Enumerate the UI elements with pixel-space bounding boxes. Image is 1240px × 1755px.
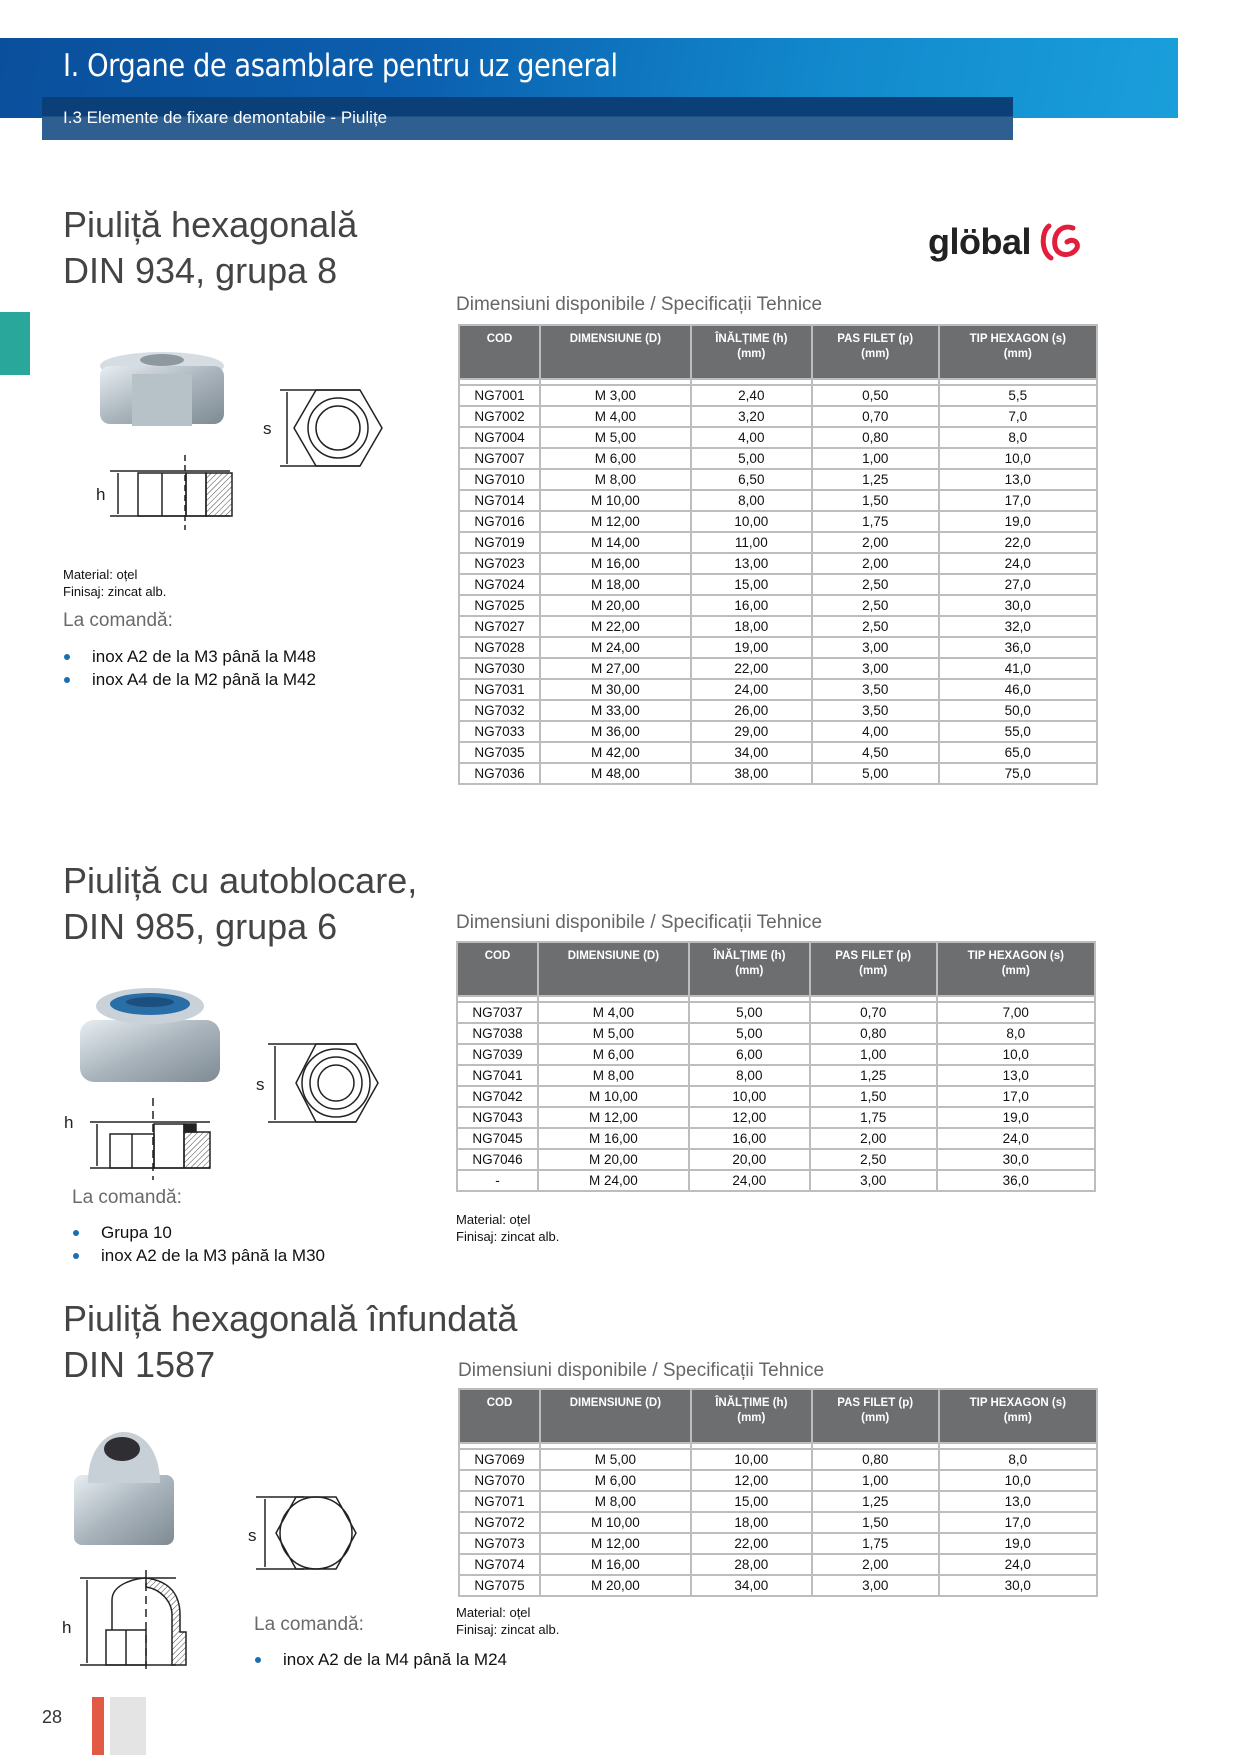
- table-cell: 1,50: [810, 1086, 937, 1107]
- hex-nut-photo: [100, 352, 224, 426]
- table-cell: 2,40: [691, 385, 812, 406]
- hex-nut-top-view-diagram: [263, 390, 382, 466]
- finish-text: Finisaj: zincat alb.: [63, 584, 167, 599]
- lock-nut-top-view-diagram: [256, 1044, 378, 1122]
- list-item-text: inox A2 de la M3 până la M48: [92, 647, 316, 666]
- global-g-swirl-icon: [1039, 222, 1083, 262]
- table-row: [457, 1065, 1095, 1086]
- list-item: [71, 1244, 325, 1267]
- table-cell: 4,00: [812, 721, 939, 742]
- spec-caption: Dimensiuni disponibile / Specificații Tehnice: [456, 294, 823, 315]
- table-cell: M 12,00: [538, 1107, 689, 1128]
- table-cell: NG7025: [459, 595, 540, 616]
- table-cell: 2,00: [812, 532, 939, 553]
- table-row: [459, 1491, 1097, 1512]
- material-text: Material: oțel: [456, 1212, 531, 1227]
- table-cell: 1,25: [812, 469, 939, 490]
- cap-nut-side-view-diagram: [62, 1570, 186, 1673]
- spec-table-din1587: [458, 1388, 1098, 1597]
- table-cell: NG7035: [459, 742, 540, 763]
- table-cell: M 4,00: [538, 1002, 689, 1023]
- table-cell: 10,00: [689, 1086, 810, 1107]
- table-cell: NG7010: [459, 469, 540, 490]
- table-cell: 10,0: [939, 1470, 1097, 1491]
- dimension-h-label: h: [96, 485, 106, 504]
- chapter-title: I. Organe de asamblare pentru uz general: [63, 48, 618, 84]
- table-cell: NG7075: [459, 1575, 540, 1596]
- table-cell: 36,0: [939, 637, 1097, 658]
- table-cell: 6,50: [691, 469, 812, 490]
- table-row: [457, 1149, 1095, 1170]
- table-cell: 1,25: [810, 1065, 937, 1086]
- table-cell: NG7043: [457, 1107, 538, 1128]
- table-cell: NG7031: [459, 679, 540, 700]
- table-cell: M 16,00: [538, 1128, 689, 1149]
- table-cell: NG7036: [459, 763, 540, 784]
- column-header: COD: [459, 1389, 540, 1443]
- table-row: [459, 1470, 1097, 1491]
- table-cell: 22,0: [939, 532, 1097, 553]
- table-cell: 13,0: [939, 1491, 1097, 1512]
- bullet-icon: [73, 1253, 79, 1259]
- table-cell: 1,25: [812, 1491, 939, 1512]
- table-cell: NG7032: [459, 700, 540, 721]
- table-row: [459, 385, 1097, 406]
- table-cell: 5,5: [939, 385, 1097, 406]
- product-title-din985: [63, 858, 417, 950]
- table-cell: 3,20: [691, 406, 812, 427]
- table-cell: 8,0: [939, 427, 1097, 448]
- table-cell: M 3,00: [540, 385, 691, 406]
- table-cell: 32,0: [939, 616, 1097, 637]
- table-cell: M 20,00: [540, 1575, 691, 1596]
- bullet-icon: [64, 677, 70, 683]
- table-cell: NG7001: [459, 385, 540, 406]
- table-cell: M 42,00: [540, 742, 691, 763]
- table-cell: NG7071: [459, 1491, 540, 1512]
- table-cell: 26,00: [691, 700, 812, 721]
- table-cell: 12,00: [689, 1107, 810, 1128]
- table-cell: M 20,00: [540, 595, 691, 616]
- spec-table-din934: [458, 324, 1098, 785]
- table-header-row: [457, 942, 1095, 996]
- dimension-h-label: h: [62, 1618, 72, 1637]
- table-cell: 36,0: [937, 1170, 1095, 1191]
- table-cell: 2,00: [812, 553, 939, 574]
- spec-table-din985: [456, 941, 1096, 1192]
- finish-text: Finisaj: zincat alb.: [456, 1622, 560, 1637]
- table-cell: M 5,00: [540, 427, 691, 448]
- chapter-side-tab: [0, 312, 30, 375]
- table-cell: -: [457, 1170, 538, 1191]
- table-cell: 16,00: [691, 595, 812, 616]
- table-cell: 19,0: [939, 1533, 1097, 1554]
- table-cell: 22,00: [691, 658, 812, 679]
- table-cell: 17,0: [939, 490, 1097, 511]
- bullet-icon: [73, 1230, 79, 1236]
- logo-text: glöbal: [928, 221, 1031, 262]
- table-cell: 50,0: [939, 700, 1097, 721]
- table-cell: NG7037: [457, 1002, 538, 1023]
- table-cell: 15,00: [691, 1491, 812, 1512]
- table-cell: 27,0: [939, 574, 1097, 595]
- lock-nut-figure: [60, 970, 400, 1180]
- section-subtitle: I.3 Elemente de fixare demontabile - Piulițe: [63, 108, 388, 127]
- table-cell: NG7016: [459, 511, 540, 532]
- table-cell: 3,00: [812, 637, 939, 658]
- title-line-1: Piuliță hexagonală: [63, 204, 358, 245]
- table-row: [459, 574, 1097, 595]
- material-note-3: [456, 1604, 559, 1638]
- table-cell: 34,00: [691, 1575, 812, 1596]
- cap-nut-photo: [74, 1432, 174, 1545]
- table-cell: 0,70: [812, 406, 939, 427]
- column-header: DIMENSIUNE (D): [540, 1389, 691, 1443]
- table-cell: NG7073: [459, 1533, 540, 1554]
- table-cell: M 20,00: [538, 1149, 689, 1170]
- table-row: [457, 1128, 1095, 1149]
- table-cell: 10,0: [937, 1044, 1095, 1065]
- table-cell: NG7041: [457, 1065, 538, 1086]
- list-item: [62, 645, 316, 668]
- column-header: ÎNĂLȚIME (h) (mm): [691, 1389, 812, 1443]
- table-header-row: [459, 325, 1097, 379]
- table-cell: NG7024: [459, 574, 540, 595]
- table-cell: 8,0: [939, 1449, 1097, 1470]
- table-cell: 0,80: [812, 427, 939, 448]
- table-cell: 3,00: [812, 1575, 939, 1596]
- table-cell: 18,00: [691, 1512, 812, 1533]
- bullet-icon: [64, 654, 70, 660]
- table-cell: NG7023: [459, 553, 540, 574]
- table-cell: NG7027: [459, 616, 540, 637]
- table-cell: 24,0: [939, 1554, 1097, 1575]
- footer-accent-grey: [110, 1697, 146, 1755]
- finish-text: Finisaj: zincat alb.: [456, 1229, 560, 1244]
- table-cell: 5,00: [689, 1002, 810, 1023]
- table-cell: NG7046: [457, 1149, 538, 1170]
- table-header-row: [459, 1389, 1097, 1443]
- global-logo: [928, 222, 1083, 262]
- table-row: [457, 1044, 1095, 1065]
- column-header: ÎNĂLȚIME (h) (mm): [689, 942, 810, 996]
- table-row: [459, 742, 1097, 763]
- dimension-s-label: s: [248, 1526, 257, 1545]
- table-cell: 10,0: [939, 448, 1097, 469]
- material-note-1: [63, 566, 166, 600]
- table-cell: M 12,00: [540, 1533, 691, 1554]
- table-cell: 38,00: [691, 763, 812, 784]
- table-cell: NG7039: [457, 1044, 538, 1065]
- table-cell: M 8,00: [540, 469, 691, 490]
- table-cell: 13,0: [939, 469, 1097, 490]
- order-label-2: La comandă:: [72, 1187, 182, 1208]
- table-cell: 19,0: [937, 1107, 1095, 1128]
- table-cell: 2,00: [810, 1128, 937, 1149]
- table-cell: 34,00: [691, 742, 812, 763]
- table-cell: 2,50: [812, 616, 939, 637]
- table-row: [459, 1449, 1097, 1470]
- table-cell: NG7019: [459, 532, 540, 553]
- spec-caption: Dimensiuni disponibile / Specificații Tehnice: [458, 1360, 825, 1381]
- table-row: [457, 1170, 1095, 1191]
- title-line-2: DIN 985, grupa 6: [63, 906, 338, 947]
- table-cell: 8,0: [937, 1023, 1095, 1044]
- title-line-1: Piuliță cu autoblocare,: [63, 860, 418, 901]
- table-cell: 55,0: [939, 721, 1097, 742]
- table-cell: 4,00: [691, 427, 812, 448]
- table-cell: M 10,00: [540, 1512, 691, 1533]
- column-header: TIP HEXAGON (s) (mm): [939, 1389, 1097, 1443]
- dimension-s-label: s: [263, 419, 272, 438]
- product-title-din1587: [63, 1296, 517, 1388]
- table-cell: M 24,00: [540, 637, 691, 658]
- table-row: [459, 511, 1097, 532]
- table-cell: 41,0: [939, 658, 1097, 679]
- table-row: [459, 1533, 1097, 1554]
- table-cell: 0,70: [810, 1002, 937, 1023]
- bullet-icon: [255, 1657, 261, 1663]
- table-cell: M 10,00: [538, 1086, 689, 1107]
- table-cell: M 6,00: [538, 1044, 689, 1065]
- table-cell: 5,00: [812, 763, 939, 784]
- table-cell: NG7028: [459, 637, 540, 658]
- table-cell: M 16,00: [540, 1554, 691, 1575]
- table-cell: NG7033: [459, 721, 540, 742]
- table-cell: NG7069: [459, 1449, 540, 1470]
- list-item-text: inox A4 de la M2 până la M42: [92, 670, 316, 689]
- table-row: [457, 1086, 1095, 1107]
- table-cell: 10,00: [691, 1449, 812, 1470]
- table-cell: 16,00: [689, 1128, 810, 1149]
- table-cell: M 22,00: [540, 616, 691, 637]
- table-cell: 29,00: [691, 721, 812, 742]
- table-cell: 2,50: [812, 595, 939, 616]
- table-cell: 1,00: [810, 1044, 937, 1065]
- table-cell: 22,00: [691, 1533, 812, 1554]
- title-line-2: DIN 1587: [63, 1344, 216, 1385]
- table-cell: 7,00: [937, 1002, 1095, 1023]
- list-item: [71, 1221, 325, 1244]
- table-cell: M 36,00: [540, 721, 691, 742]
- order-label-1: La comandă:: [63, 610, 173, 631]
- list-item-text: inox A2 de la M4 până la M24: [283, 1650, 507, 1669]
- material-text: Material: oțel: [63, 567, 138, 582]
- table-row: [459, 721, 1097, 742]
- column-header: ÎNĂLȚIME (h) (mm): [691, 325, 812, 379]
- column-header: TIP HEXAGON (s) (mm): [937, 942, 1095, 996]
- table-cell: M 33,00: [540, 700, 691, 721]
- list-item: [62, 668, 316, 691]
- table-cell: 18,00: [691, 616, 812, 637]
- table-cell: 24,0: [939, 553, 1097, 574]
- column-header: DIMENSIUNE (D): [540, 325, 691, 379]
- column-header: PAS FILET (p) (mm): [812, 325, 939, 379]
- cap-nut-top-view-diagram: [248, 1497, 356, 1569]
- table-cell: NG7074: [459, 1554, 540, 1575]
- table-cell: 3,00: [812, 658, 939, 679]
- material-note-2: [456, 1211, 559, 1245]
- table-cell: M 5,00: [538, 1023, 689, 1044]
- table-cell: NG7045: [457, 1128, 538, 1149]
- spec-caption: Dimensiuni disponibile / Specificații Tehnice: [456, 912, 823, 933]
- table-row: [459, 1554, 1097, 1575]
- table-cell: M 30,00: [540, 679, 691, 700]
- table-cell: 1,00: [812, 448, 939, 469]
- footer-accent-red: [92, 1697, 104, 1755]
- table-cell: 8,00: [689, 1065, 810, 1086]
- column-header: COD: [457, 942, 538, 996]
- table-cell: NG7030: [459, 658, 540, 679]
- table-cell: NG7014: [459, 490, 540, 511]
- table-row: [459, 679, 1097, 700]
- table-cell: 1,00: [812, 1470, 939, 1491]
- table-cell: 11,00: [691, 532, 812, 553]
- table-cell: 3,50: [812, 700, 939, 721]
- hex-nut-figure: [60, 330, 400, 530]
- table-cell: 7,0: [939, 406, 1097, 427]
- table-cell: M 8,00: [540, 1491, 691, 1512]
- title-line-1: Piuliță hexagonală înfundată: [63, 1298, 518, 1339]
- table-row: [459, 448, 1097, 469]
- lock-nut-photo: [80, 988, 220, 1082]
- table-cell: M 27,00: [540, 658, 691, 679]
- table-cell: NG7004: [459, 427, 540, 448]
- table-row: [459, 616, 1097, 637]
- table-cell: M 24,00: [538, 1170, 689, 1191]
- table-cell: 46,0: [939, 679, 1097, 700]
- table-row: [459, 490, 1097, 511]
- table-cell: 19,0: [939, 511, 1097, 532]
- table-cell: 65,0: [939, 742, 1097, 763]
- product-title-din934: [63, 202, 357, 294]
- table-cell: 24,00: [689, 1170, 810, 1191]
- table-row: [459, 427, 1097, 448]
- page-number: 28: [42, 1707, 63, 1727]
- table-cell: 24,0: [937, 1128, 1095, 1149]
- order-label-3: La comandă:: [254, 1614, 364, 1635]
- column-header: PAS FILET (p) (mm): [810, 942, 937, 996]
- table-cell: M 16,00: [540, 553, 691, 574]
- table-cell: M 18,00: [540, 574, 691, 595]
- table-cell: 15,00: [691, 574, 812, 595]
- table-cell: 13,00: [691, 553, 812, 574]
- table-cell: 1,75: [812, 1533, 939, 1554]
- table-row: [457, 1002, 1095, 1023]
- table-cell: 1,75: [810, 1107, 937, 1128]
- table-row: [459, 1512, 1097, 1533]
- material-text: Material: oțel: [456, 1605, 531, 1620]
- table-row: [459, 406, 1097, 427]
- table-cell: 2,50: [810, 1149, 937, 1170]
- table-cell: 6,00: [689, 1044, 810, 1065]
- table-cell: 17,0: [937, 1086, 1095, 1107]
- table-cell: NG7007: [459, 448, 540, 469]
- table-cell: 1,75: [812, 511, 939, 532]
- table-cell: M 48,00: [540, 763, 691, 784]
- table-cell: 8,00: [691, 490, 812, 511]
- table-cell: 2,50: [812, 574, 939, 595]
- lock-nut-side-view-diagram: [64, 1098, 210, 1180]
- table-cell: 5,00: [691, 448, 812, 469]
- list-item-text: inox A2 de la M3 până la M30: [101, 1246, 325, 1265]
- table-cell: M 10,00: [540, 490, 691, 511]
- table-cell: 28,00: [691, 1554, 812, 1575]
- table-cell: 3,50: [812, 679, 939, 700]
- table-cell: NG7042: [457, 1086, 538, 1107]
- list-item-text: Grupa 10: [101, 1223, 172, 1242]
- table-cell: M 6,00: [540, 448, 691, 469]
- table-cell: NG7070: [459, 1470, 540, 1491]
- table-cell: 1,50: [812, 490, 939, 511]
- table-cell: 1,50: [812, 1512, 939, 1533]
- table-row: [459, 595, 1097, 616]
- table-row: [459, 763, 1097, 784]
- table-cell: M 5,00: [540, 1449, 691, 1470]
- table-cell: NG7072: [459, 1512, 540, 1533]
- table-row: [459, 1575, 1097, 1596]
- table-cell: 19,00: [691, 637, 812, 658]
- table-cell: 2,00: [812, 1554, 939, 1575]
- order-options-list-2: [71, 1221, 325, 1267]
- column-header: TIP HEXAGON (s) (mm): [939, 325, 1097, 379]
- table-cell: 0,50: [812, 385, 939, 406]
- table-row: [459, 469, 1097, 490]
- table-cell: 75,0: [939, 763, 1097, 784]
- table-cell: M 12,00: [540, 511, 691, 532]
- table-cell: NG7002: [459, 406, 540, 427]
- table-cell: 3,00: [810, 1170, 937, 1191]
- table-cell: 24,00: [691, 679, 812, 700]
- table-cell: NG7038: [457, 1023, 538, 1044]
- table-cell: 4,50: [812, 742, 939, 763]
- dimension-h-label: h: [64, 1113, 74, 1132]
- table-row: [457, 1023, 1095, 1044]
- table-cell: 20,00: [689, 1149, 810, 1170]
- column-header: DIMENSIUNE (D): [538, 942, 689, 996]
- table-cell: 0,80: [812, 1449, 939, 1470]
- table-cell: 17,0: [939, 1512, 1097, 1533]
- table-cell: 0,80: [810, 1023, 937, 1044]
- column-header: COD: [459, 325, 540, 379]
- order-options-list-1: [62, 645, 316, 691]
- table-cell: 30,0: [937, 1149, 1095, 1170]
- table-row: [457, 1107, 1095, 1128]
- table-row: [459, 658, 1097, 679]
- table-cell: 12,00: [691, 1470, 812, 1491]
- table-cell: M 14,00: [540, 532, 691, 553]
- table-cell: 30,0: [939, 595, 1097, 616]
- table-cell: M 4,00: [540, 406, 691, 427]
- table-cell: 13,0: [937, 1065, 1095, 1086]
- table-row: [459, 637, 1097, 658]
- list-item: [253, 1648, 507, 1671]
- table-cell: 10,00: [691, 511, 812, 532]
- table-cell: M 6,00: [540, 1470, 691, 1491]
- table-cell: 5,00: [689, 1023, 810, 1044]
- column-header: PAS FILET (p) (mm): [812, 1389, 939, 1443]
- table-cell: M 8,00: [538, 1065, 689, 1086]
- dimension-s-label: s: [256, 1075, 265, 1094]
- table-cell: 30,0: [939, 1575, 1097, 1596]
- table-row: [459, 553, 1097, 574]
- table-row: [459, 700, 1097, 721]
- order-options-list-3: [253, 1648, 507, 1671]
- title-line-2: DIN 934, grupa 8: [63, 250, 338, 291]
- hex-nut-side-view-diagram: [96, 455, 232, 530]
- table-row: [459, 532, 1097, 553]
